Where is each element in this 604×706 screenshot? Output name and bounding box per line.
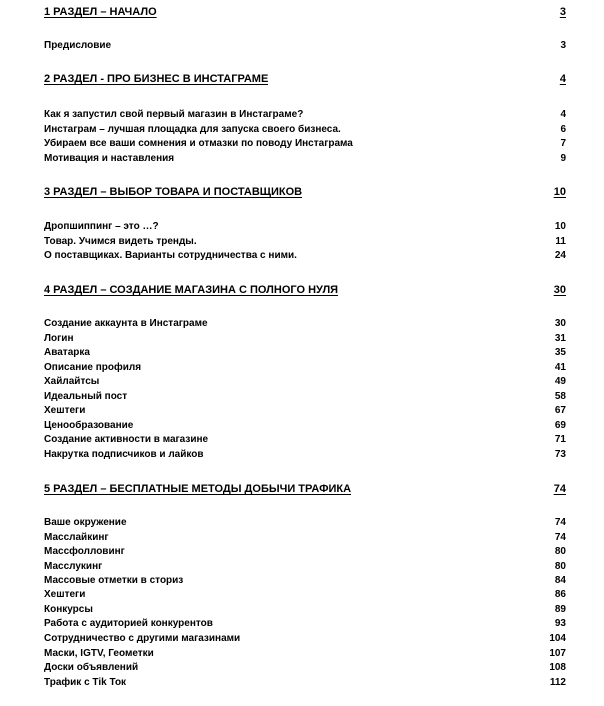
page-number: 4 [559, 73, 566, 85]
toc-section-heading[interactable] [44, 186, 566, 199]
toc-entry[interactable] [44, 434, 566, 446]
page-number: 6 [560, 124, 566, 135]
toc-entry[interactable] [44, 138, 566, 150]
page-number: 80 [554, 561, 566, 572]
page-number: 30 [554, 318, 566, 329]
toc-section-heading[interactable] [44, 73, 566, 86]
entry-title: Масслукинг [44, 561, 103, 572]
toc-entry[interactable] [44, 517, 566, 529]
entry-title: Ваше окружение [44, 517, 127, 528]
page-number: 11 [555, 236, 566, 247]
toc-entry[interactable] [44, 236, 566, 248]
page-number: 107 [549, 648, 566, 659]
entry-title: Сотрудничество с другими магазинами [44, 633, 241, 644]
entry-title: Массфолловинг [44, 546, 125, 557]
page-number: 10 [553, 186, 566, 198]
entry-title: Конкурсы [44, 604, 93, 615]
page-number: 89 [554, 604, 566, 615]
toc-entry[interactable] [44, 376, 566, 388]
page-number: 74 [553, 483, 566, 495]
page-number: 31 [554, 333, 566, 344]
toc-entry[interactable] [44, 648, 566, 660]
toc-entry[interactable] [44, 221, 566, 233]
section-title: 5 РАЗДЕЛ – БЕСПЛАТНЫЕ МЕТОДЫ ДОБЫЧИ ТРАФИКА [44, 483, 352, 495]
entry-title: Хештеги [44, 589, 86, 600]
toc-entry[interactable] [44, 589, 566, 601]
page-number: 7 [560, 138, 566, 149]
toc-entry[interactable] [44, 604, 566, 616]
page-number: 3 [559, 6, 566, 18]
page-number: 104 [549, 633, 566, 644]
entry-title: Массовые отметки в сториз [44, 575, 184, 586]
page-number: 67 [554, 405, 566, 416]
page-number: 108 [549, 662, 566, 673]
entry-title: Масслайкинг [44, 532, 109, 543]
toc-entry[interactable] [44, 153, 566, 165]
page-number: 112 [549, 677, 566, 688]
entry-title: Идеальный пост [44, 391, 128, 402]
page-number: 10 [554, 221, 566, 232]
page-number: 24 [554, 250, 566, 261]
toc-entry[interactable] [44, 633, 566, 645]
page-number: 93 [554, 618, 566, 629]
page-number: 80 [554, 546, 566, 557]
entry-title: Трафик с Tik Ток [44, 677, 127, 688]
entry-title: Как я запустил свой первый магазин в Инстаграме? [44, 109, 304, 120]
entry-title: Мотивация и наставления [44, 153, 175, 164]
entry-title: Хештеги [44, 405, 86, 416]
page-number: 49 [554, 376, 566, 387]
entry-title: Предисловие [44, 40, 112, 51]
entry-title: Логин [44, 333, 74, 344]
page-number: 58 [554, 391, 566, 402]
page-number: 4 [560, 109, 566, 120]
entry-title: Ценообразование [44, 420, 134, 431]
toc-entry[interactable] [44, 347, 566, 359]
page-number: 3 [560, 40, 566, 51]
page-number: 69 [554, 420, 566, 431]
entry-title: Инстаграм – лучшая площадка для запуска своего бизнеса. [44, 124, 341, 135]
page-number: 9 [560, 153, 566, 164]
toc-entry[interactable] [44, 546, 566, 558]
entry-title: Накрутка подписчиков и лайков [44, 449, 204, 460]
toc-section-heading[interactable] [44, 6, 566, 19]
toc-entry[interactable] [44, 318, 566, 330]
toc-entry[interactable] [44, 109, 566, 121]
toc-entry[interactable] [44, 333, 566, 345]
entry-title: Описание профиля [44, 362, 142, 373]
entry-title: Работа с аудиторией конкурентов [44, 618, 213, 629]
section-title: 2 РАЗДЕЛ - ПРО БИЗНЕС В ИНСТАГРАМЕ [44, 73, 269, 85]
toc-entry[interactable] [44, 662, 566, 674]
page-number: 41 [554, 362, 566, 373]
entry-title: Создание аккаунта в Инстаграме [44, 318, 208, 329]
page-number: 30 [553, 284, 566, 296]
entry-title: Создание активности в магазине [44, 434, 209, 445]
page-number: 74 [554, 532, 566, 543]
entry-title: Дропшиппинг – это …? [44, 221, 159, 232]
entry-title: Маски, IGTV, Геометки [44, 648, 154, 659]
entry-title: Аватарка [44, 347, 90, 358]
section-title: 4 РАЗДЕЛ – СОЗДАНИЕ МАГАЗИНА С ПОЛНОГО НУЛЯ [44, 284, 339, 296]
page-number: 73 [554, 449, 566, 460]
page-number: 71 [554, 434, 566, 445]
entry-title: Доски объявлений [44, 662, 139, 673]
section-title: 1 РАЗДЕЛ – НАЧАЛО [44, 6, 157, 18]
toc-section-heading[interactable] [44, 284, 566, 297]
toc-entry[interactable] [44, 405, 566, 417]
entry-title: Хайлайтсы [44, 376, 100, 387]
toc-entry[interactable] [44, 575, 566, 587]
toc-entry[interactable] [44, 532, 566, 544]
toc-entry[interactable] [44, 362, 566, 374]
entry-title: Товар. Учимся видеть тренды. [44, 236, 197, 247]
page-number: 74 [554, 517, 566, 528]
toc-entry[interactable] [44, 677, 566, 689]
entry-title: О поставщиках. Варианты сотрудничества с ними. [44, 250, 297, 261]
toc-entry[interactable] [44, 618, 566, 630]
page-number: 84 [554, 575, 566, 586]
toc-entry[interactable] [44, 40, 566, 52]
toc-section-heading[interactable] [44, 483, 566, 496]
toc-entry[interactable] [44, 420, 566, 432]
toc-entry[interactable] [44, 124, 566, 136]
toc-entry[interactable] [44, 391, 566, 403]
toc-entry[interactable] [44, 561, 566, 573]
toc-entry[interactable] [44, 449, 566, 461]
page-number: 86 [554, 589, 566, 600]
page-number: 35 [554, 347, 566, 358]
toc-entry[interactable] [44, 250, 566, 262]
section-title: 3 РАЗДЕЛ – ВЫБОР ТОВАРА И ПОСТАВЩИКОВ [44, 186, 303, 198]
entry-title: Убираем все ваши сомнения и отмазки по поводу Инстаграма [44, 138, 353, 149]
